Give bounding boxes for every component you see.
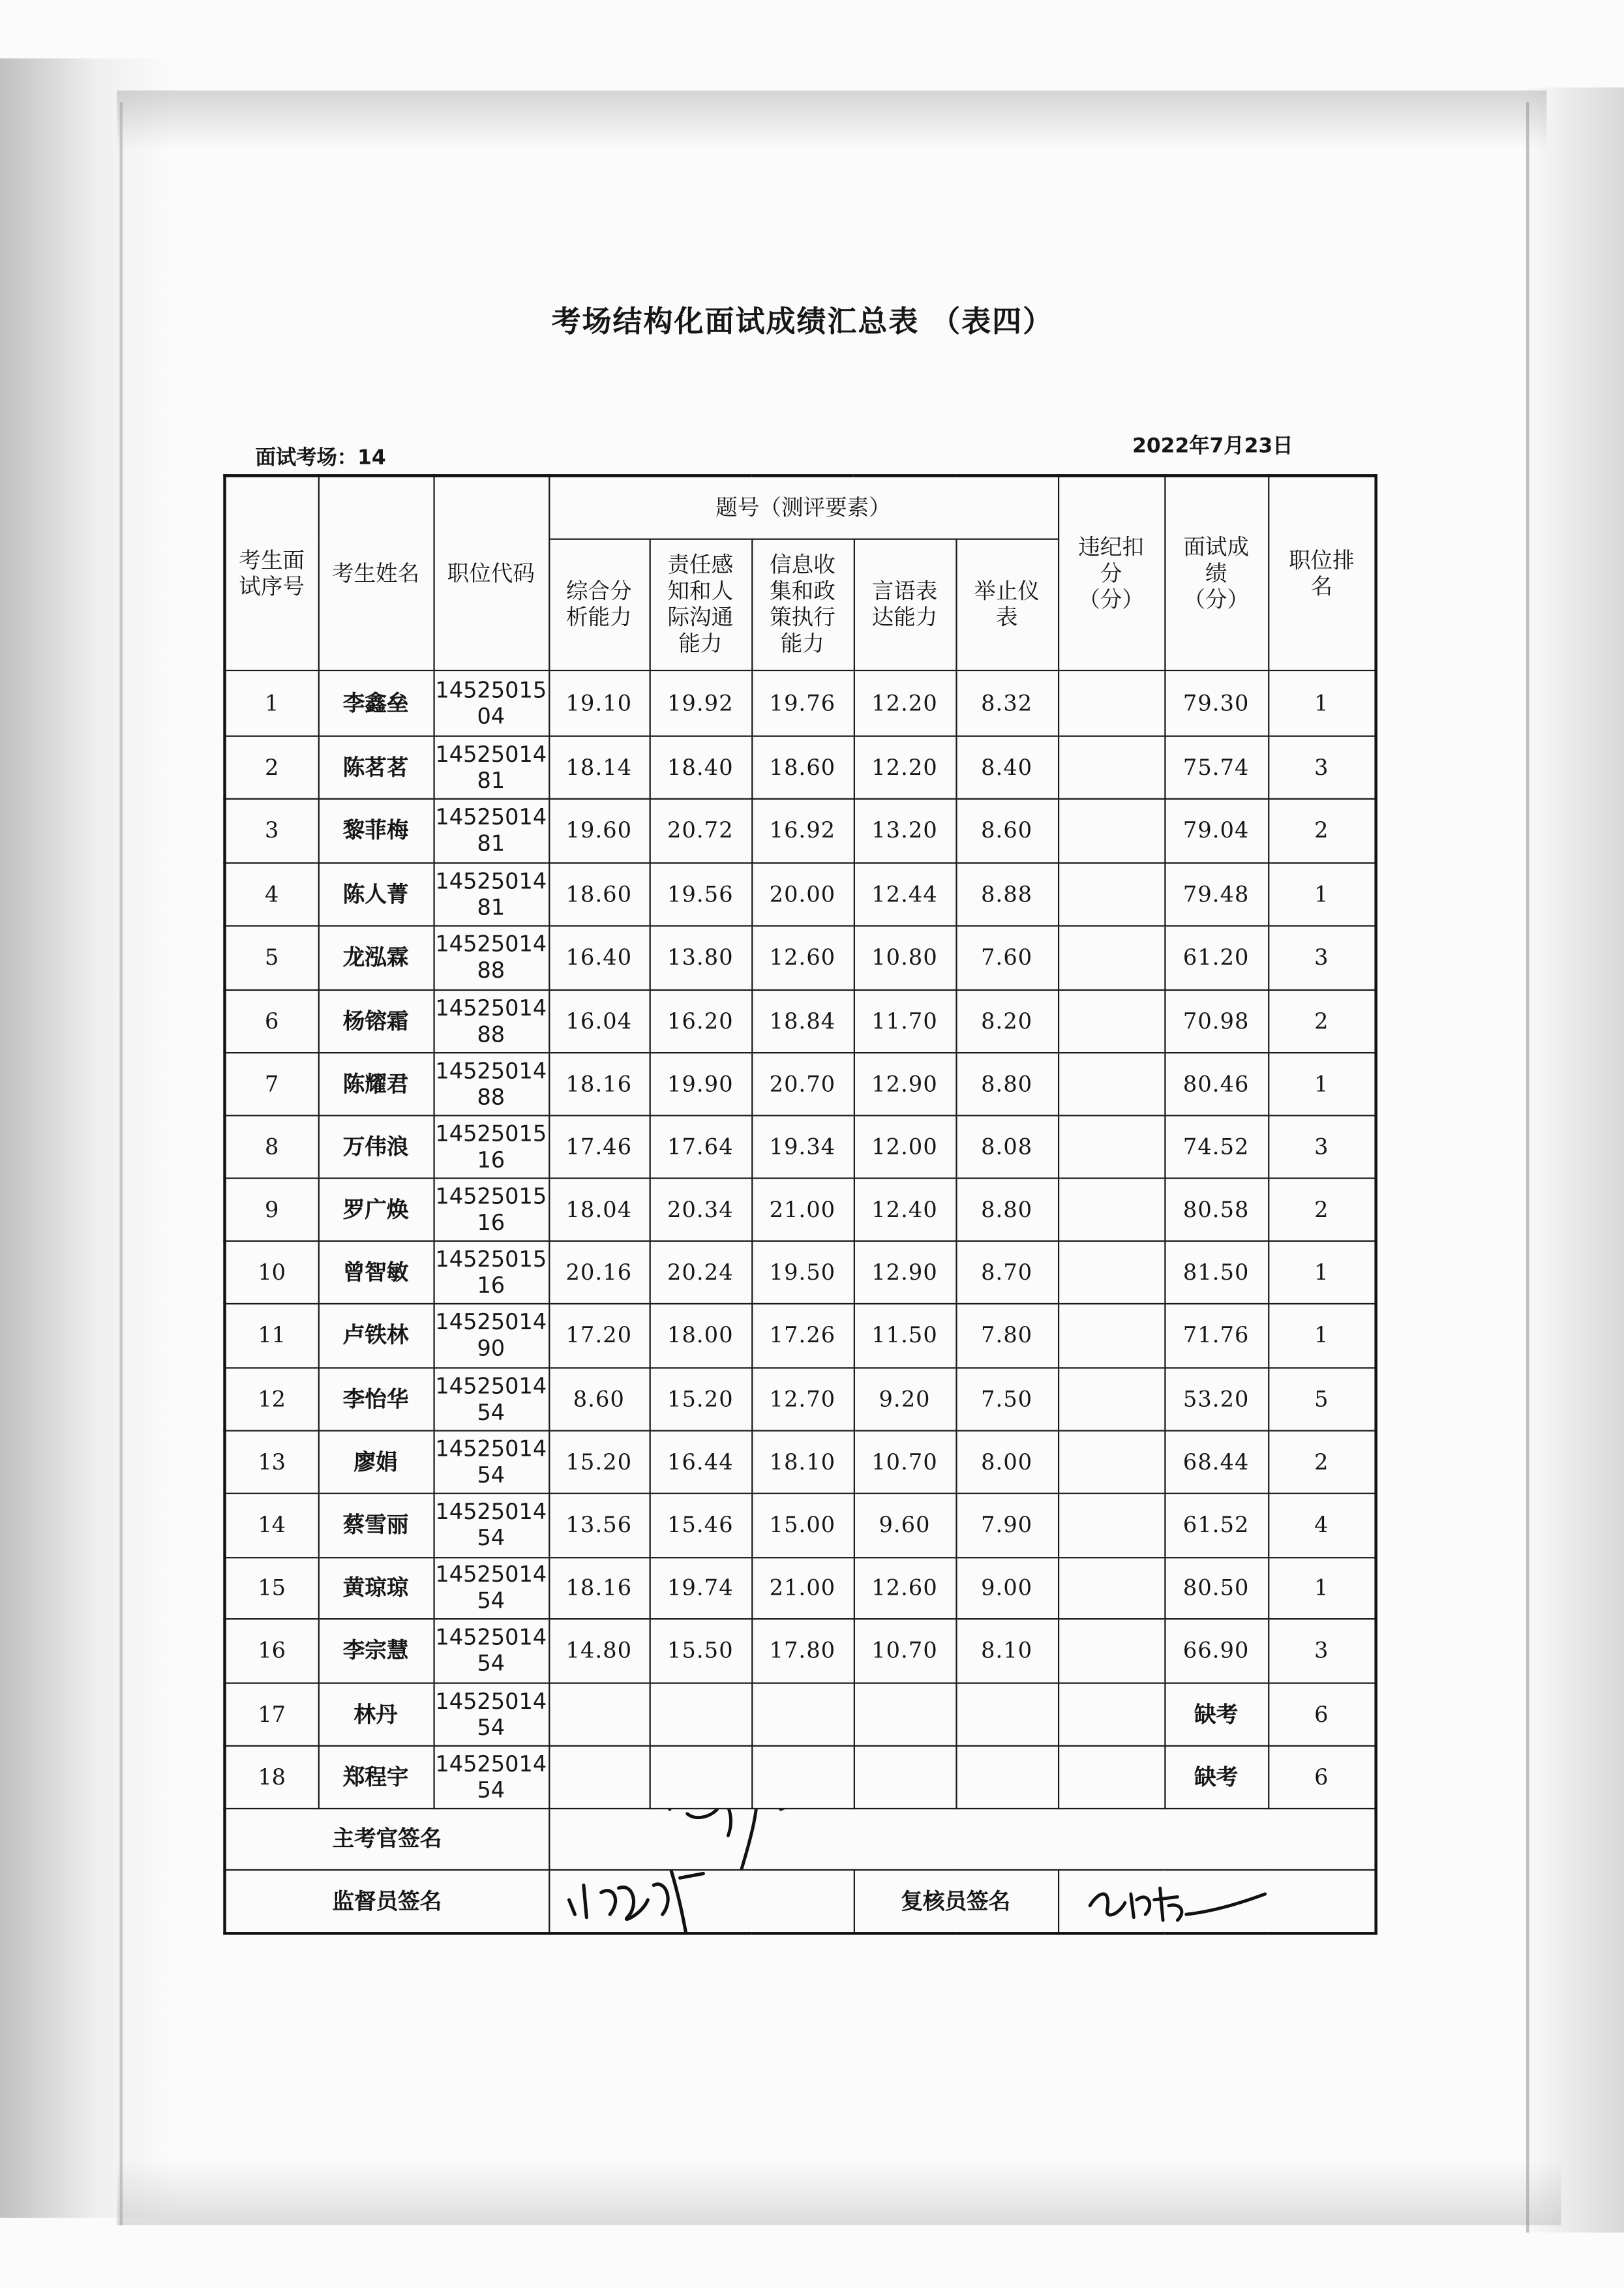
cell-c5: 8.60 — [955, 798, 1058, 862]
cell-c4: 9.60 — [854, 1493, 956, 1557]
cell-c2: 19.74 — [650, 1557, 752, 1618]
cell-rank: 1 — [1268, 1052, 1376, 1115]
cell-position-code-part: 14525015 — [435, 1182, 547, 1209]
cell-seq: 3 — [225, 798, 318, 862]
cell-position-code-part: 81 — [477, 766, 505, 793]
cell-name: 李怡华 — [318, 1367, 434, 1430]
cell-score: 缺考 — [1164, 1745, 1268, 1808]
cell-c2: 20.24 — [650, 1241, 752, 1303]
cell-c1: 14.80 — [549, 1618, 649, 1682]
cell-rank: 2 — [1268, 1177, 1376, 1240]
cell-c2: 19.56 — [650, 862, 752, 925]
table-row — [225, 989, 1376, 1052]
chief-examiner-label: 主考官签名 — [225, 1808, 549, 1869]
cell-position-code — [433, 1493, 549, 1557]
cell-c2: 20.72 — [650, 798, 752, 862]
cell-position-code-part: 54 — [477, 1650, 505, 1677]
cell-c1: 18.16 — [549, 1052, 649, 1115]
cell-position-code — [433, 1303, 549, 1367]
supervisor-label: 监督员签名 — [225, 1869, 549, 1933]
table-row — [225, 1367, 1376, 1430]
reviewer-label: 复核员签名 — [854, 1869, 1058, 1933]
cell-seq: 2 — [225, 736, 318, 798]
cell-name: 李宗慧 — [318, 1618, 434, 1682]
cell-c3: 20.00 — [751, 862, 854, 925]
cell-c1: 17.46 — [549, 1115, 649, 1177]
cell-c5: 8.08 — [955, 1115, 1058, 1177]
cell-name: 万伟浪 — [318, 1115, 434, 1177]
cell-rank: 5 — [1268, 1367, 1376, 1430]
cell-c3: 19.76 — [751, 670, 854, 736]
cell-c4: 12.20 — [854, 736, 956, 798]
cell-c4: 12.40 — [854, 1177, 956, 1240]
cell-c5: 7.60 — [955, 925, 1058, 989]
cell-c4: 12.90 — [854, 1241, 956, 1303]
cell-position-code-part: 16 — [477, 1209, 505, 1235]
cell-c3: 19.50 — [751, 1241, 854, 1303]
cell-c1: 20.16 — [549, 1241, 649, 1303]
cell-position-code-part: 16 — [477, 1146, 505, 1173]
header-c3: 信息收 集和政 策执行 能力 — [751, 539, 854, 670]
table-row — [225, 736, 1376, 798]
cell-position-code-part: 14525015 — [435, 1245, 547, 1272]
table-row — [225, 1303, 1376, 1367]
cell-position-code-part: 54 — [477, 1713, 505, 1740]
cell-name: 廖娟 — [318, 1430, 434, 1492]
scan-shadow-left — [0, 58, 175, 2218]
cell-position-code-part: 14525014 — [435, 931, 547, 957]
cell-rank: 6 — [1268, 1682, 1376, 1745]
cell-rank: 1 — [1268, 670, 1376, 736]
cell-c4: 10.70 — [854, 1430, 956, 1492]
cell-score: 66.90 — [1164, 1618, 1268, 1682]
cell-name: 龙泓霖 — [318, 925, 434, 989]
table-row — [225, 1618, 1376, 1682]
cell-c1: 18.16 — [549, 1557, 649, 1618]
cell-position-code-part: 14525014 — [435, 1750, 547, 1777]
cell-position-code — [433, 1052, 549, 1115]
cell-c2 — [650, 1745, 752, 1808]
header-c5: 举止仪 表 — [955, 539, 1058, 670]
cell-violation — [1058, 1115, 1164, 1177]
cell-seq: 11 — [225, 1303, 318, 1367]
chief-signature-image — [654, 1808, 829, 1869]
cell-rank: 1 — [1268, 1241, 1376, 1303]
cell-violation — [1058, 925, 1164, 989]
cell-violation — [1058, 989, 1164, 1052]
cell-position-code-part: 14525015 — [435, 1120, 547, 1147]
cell-score: 81.50 — [1164, 1241, 1268, 1303]
cell-rank: 2 — [1268, 798, 1376, 862]
cell-c4: 13.20 — [854, 798, 956, 862]
cell-c1: 16.04 — [549, 989, 649, 1052]
cell-c2: 16.20 — [650, 989, 752, 1052]
table-row — [225, 862, 1376, 925]
cell-name: 陈耀君 — [318, 1052, 434, 1115]
cell-c3 — [751, 1682, 854, 1745]
cell-name: 杨镕霜 — [318, 989, 434, 1052]
cell-position-code — [433, 925, 549, 989]
cell-c5: 8.00 — [955, 1430, 1058, 1492]
cell-rank: 3 — [1268, 1115, 1376, 1177]
scan-shadow-right — [1522, 87, 1624, 2233]
cell-position-code-part: 14525014 — [435, 740, 547, 767]
cell-position-code-part: 14525014 — [435, 867, 547, 894]
cell-name: 黎菲梅 — [318, 798, 434, 862]
cell-c5: 8.40 — [955, 736, 1058, 798]
cell-seq: 16 — [225, 1618, 318, 1682]
scan-shadow-bottom — [117, 2160, 1561, 2225]
cell-position-code-part: 54 — [477, 1776, 505, 1803]
cell-score: 79.04 — [1164, 798, 1268, 862]
cell-position-code-part: 54 — [477, 1588, 505, 1614]
cell-rank: 4 — [1268, 1493, 1376, 1557]
cell-rank: 1 — [1268, 1557, 1376, 1618]
cell-c2: 16.44 — [650, 1430, 752, 1492]
header-c1: 综合分 析能力 — [549, 539, 649, 670]
table-row — [225, 1745, 1376, 1808]
cell-c5: 8.70 — [955, 1241, 1058, 1303]
cell-c4: 12.44 — [854, 862, 956, 925]
cell-violation — [1058, 1493, 1164, 1557]
cell-violation — [1058, 1177, 1164, 1240]
supervisor-signature — [549, 1869, 854, 1933]
cell-c1: 19.60 — [549, 798, 649, 862]
table-row — [225, 1493, 1376, 1557]
reviewer-signature — [1058, 1869, 1376, 1933]
cell-c3: 21.00 — [751, 1557, 854, 1618]
cell-c5: 8.88 — [955, 862, 1058, 925]
table-row — [225, 1052, 1376, 1115]
cell-c3: 16.92 — [751, 798, 854, 862]
cell-c1: 19.10 — [549, 670, 649, 736]
cell-name: 陈人菁 — [318, 862, 434, 925]
cell-seq: 12 — [225, 1367, 318, 1430]
cell-position-code-part: 90 — [477, 1335, 505, 1362]
cell-rank: 6 — [1268, 1745, 1376, 1808]
cell-score: 74.52 — [1164, 1115, 1268, 1177]
header-score: 面试成 绩 （分） — [1164, 475, 1268, 670]
cell-c5: 7.50 — [955, 1367, 1058, 1430]
cell-c1: 15.20 — [549, 1430, 649, 1492]
cell-c3: 12.60 — [751, 925, 854, 989]
cell-rank: 1 — [1268, 862, 1376, 925]
cell-violation — [1058, 1557, 1164, 1618]
cell-c5: 7.90 — [955, 1493, 1058, 1557]
cell-name: 林丹 — [318, 1682, 434, 1745]
cell-c1: 8.60 — [549, 1367, 649, 1430]
cell-violation — [1058, 1367, 1164, 1430]
cell-rank: 2 — [1268, 1430, 1376, 1492]
cell-c2: 20.34 — [650, 1177, 752, 1240]
cell-c5: 8.32 — [955, 670, 1058, 736]
cell-seq: 13 — [225, 1430, 318, 1492]
table-row — [225, 670, 1376, 736]
cell-position-code-part: 14525014 — [435, 1435, 547, 1462]
cell-c4 — [854, 1745, 956, 1808]
cell-c5: 8.80 — [955, 1177, 1058, 1240]
cell-position-code-part: 14525014 — [435, 1057, 547, 1084]
exam-date: 2022年7月23日 — [1132, 434, 1293, 459]
header-c2: 责任感 知和人 际沟通 能力 — [650, 539, 752, 670]
cell-c1 — [549, 1745, 649, 1808]
table-row — [225, 798, 1376, 862]
cell-c2: 18.40 — [650, 736, 752, 798]
cell-position-code — [433, 862, 549, 925]
cell-position-code-part: 54 — [477, 1398, 505, 1425]
cell-score: 缺考 — [1164, 1682, 1268, 1745]
cell-position-code — [433, 1557, 549, 1618]
cell-seq: 14 — [225, 1493, 318, 1557]
cell-position-code-part: 81 — [477, 830, 505, 857]
cell-position-code — [433, 1682, 549, 1745]
header-rank: 职位排 名 — [1268, 475, 1376, 670]
cell-position-code — [433, 1430, 549, 1492]
cell-c4: 10.70 — [854, 1618, 956, 1682]
cell-c3: 21.00 — [751, 1177, 854, 1240]
cell-rank: 2 — [1268, 989, 1376, 1052]
cell-name: 黄琼琼 — [318, 1557, 434, 1618]
cell-position-code-part: 14525014 — [435, 1561, 547, 1588]
cell-position-code — [433, 1367, 549, 1430]
cell-c1 — [549, 1682, 649, 1745]
cell-c3: 18.60 — [751, 736, 854, 798]
cell-violation — [1058, 1745, 1164, 1808]
supervisor-signature-image — [556, 1869, 746, 1933]
cell-c1: 13.56 — [549, 1493, 649, 1557]
cell-c5 — [955, 1682, 1058, 1745]
cell-seq: 4 — [225, 862, 318, 925]
cell-position-code — [433, 989, 549, 1052]
cell-violation — [1058, 1241, 1164, 1303]
cell-c2: 19.90 — [650, 1052, 752, 1115]
cell-c3: 17.80 — [751, 1618, 854, 1682]
cell-c4: 11.70 — [854, 989, 956, 1052]
cell-seq: 10 — [225, 1241, 318, 1303]
cell-c4 — [854, 1682, 956, 1745]
cell-c3: 20.70 — [751, 1052, 854, 1115]
cell-score: 79.48 — [1164, 862, 1268, 925]
cell-score: 61.52 — [1164, 1493, 1268, 1557]
table-row — [225, 1682, 1376, 1745]
cell-position-code-part: 14525014 — [435, 1498, 547, 1525]
header-seq: 考生面 试序号 — [225, 475, 318, 670]
cell-position-code — [433, 1241, 549, 1303]
cell-c4: 11.50 — [854, 1303, 956, 1367]
cell-c3: 19.34 — [751, 1115, 854, 1177]
cell-c5: 7.80 — [955, 1303, 1058, 1367]
cell-rank: 1 — [1268, 1303, 1376, 1367]
cell-violation — [1058, 1430, 1164, 1492]
cell-seq: 7 — [225, 1052, 318, 1115]
cell-position-code-part: 16 — [477, 1271, 505, 1298]
cell-position-code — [433, 1745, 549, 1808]
table-row — [225, 1430, 1376, 1492]
cell-name: 卢铁林 — [318, 1303, 434, 1367]
reviewer-signature-image — [1081, 1873, 1271, 1931]
cell-c4: 10.80 — [854, 925, 956, 989]
score-table — [223, 474, 1377, 1934]
table-row — [225, 1241, 1376, 1303]
cell-c3: 18.84 — [751, 989, 854, 1052]
cell-c4: 12.90 — [854, 1052, 956, 1115]
cell-position-code — [433, 736, 549, 798]
cell-c5: 8.20 — [955, 989, 1058, 1052]
cell-c5: 9.00 — [955, 1557, 1058, 1618]
header-question-group: 题号（测评要素） — [549, 475, 1058, 538]
header-row-1 — [225, 475, 1376, 538]
cell-c2: 15.50 — [650, 1618, 752, 1682]
cell-position-code-part: 88 — [477, 1083, 505, 1110]
cell-name: 蔡雪丽 — [318, 1493, 434, 1557]
cell-c3: 15.00 — [751, 1493, 854, 1557]
cell-score: 53.20 — [1164, 1367, 1268, 1430]
cell-seq: 18 — [225, 1745, 318, 1808]
cell-c5: 8.10 — [955, 1618, 1058, 1682]
table-row — [225, 925, 1376, 989]
cell-score: 70.98 — [1164, 989, 1268, 1052]
cell-seq: 6 — [225, 989, 318, 1052]
cell-position-code-part: 14525014 — [435, 1624, 547, 1651]
cell-score: 80.50 — [1164, 1557, 1268, 1618]
cell-score: 80.46 — [1164, 1052, 1268, 1115]
cell-violation — [1058, 862, 1164, 925]
cell-score: 79.30 — [1164, 670, 1268, 736]
cell-c5: 8.80 — [955, 1052, 1058, 1115]
cell-c2: 13.80 — [650, 925, 752, 989]
cell-score: 61.20 — [1164, 925, 1268, 989]
cell-name: 陈茗茗 — [318, 736, 434, 798]
header-code: 职位代码 — [433, 475, 549, 670]
cell-position-code-part: 88 — [477, 1020, 505, 1047]
cell-position-code — [433, 1618, 549, 1682]
cell-seq: 17 — [225, 1682, 318, 1745]
cell-c3: 18.10 — [751, 1430, 854, 1492]
signature-row-chief — [225, 1808, 1376, 1869]
cell-position-code-part: 04 — [477, 702, 505, 729]
cell-c2 — [650, 1682, 752, 1745]
cell-seq: 1 — [225, 670, 318, 736]
cell-c2: 18.00 — [650, 1303, 752, 1367]
cell-c4: 9.20 — [854, 1367, 956, 1430]
cell-c1: 17.20 — [549, 1303, 649, 1367]
cell-violation — [1058, 1052, 1164, 1115]
chief-examiner-signature — [549, 1808, 1376, 1869]
cell-name: 罗广焕 — [318, 1177, 434, 1240]
cell-position-code-part: 14525014 — [435, 1308, 547, 1336]
cell-position-code — [433, 670, 549, 736]
paper-edge-right — [1526, 102, 1529, 2233]
cell-position-code-part: 14525014 — [435, 1372, 547, 1399]
cell-violation — [1058, 1682, 1164, 1745]
cell-score: 71.76 — [1164, 1303, 1268, 1367]
cell-violation — [1058, 1618, 1164, 1682]
cell-position-code-part: 81 — [477, 894, 505, 920]
cell-c2: 15.46 — [650, 1493, 752, 1557]
cell-c2: 17.64 — [650, 1115, 752, 1177]
cell-violation — [1058, 798, 1164, 862]
table-row — [225, 1115, 1376, 1177]
cell-position-code-part: 14525014 — [435, 1687, 547, 1714]
cell-position-code-part: 54 — [477, 1461, 505, 1488]
signature-row-supervisor — [225, 1869, 1376, 1933]
cell-name: 郑程宇 — [318, 1745, 434, 1808]
header-c4: 言语表 达能力 — [854, 539, 956, 670]
cell-c2: 15.20 — [650, 1367, 752, 1430]
cell-c2: 19.92 — [650, 670, 752, 736]
cell-position-code — [433, 1177, 549, 1240]
exam-venue: 面试考场：14 — [255, 446, 386, 470]
cell-score: 68.44 — [1164, 1430, 1268, 1492]
cell-seq: 15 — [225, 1557, 318, 1618]
cell-c4: 12.00 — [854, 1115, 956, 1177]
cell-violation — [1058, 1303, 1164, 1367]
cell-seq: 9 — [225, 1177, 318, 1240]
cell-name: 曾智敏 — [318, 1241, 434, 1303]
table-row — [225, 1177, 1376, 1240]
cell-position-code-part: 88 — [477, 957, 505, 984]
cell-name: 李鑫垒 — [318, 670, 434, 736]
paper-edge-left — [119, 102, 122, 2225]
header-name: 考生姓名 — [318, 475, 434, 670]
cell-score: 80.58 — [1164, 1177, 1268, 1240]
cell-violation — [1058, 736, 1164, 798]
cell-c3: 17.26 — [751, 1303, 854, 1367]
header-violation: 违纪扣 分 （分） — [1058, 475, 1164, 670]
cell-c3 — [751, 1745, 854, 1808]
cell-score: 75.74 — [1164, 736, 1268, 798]
cell-c1: 18.14 — [549, 736, 649, 798]
cell-rank: 3 — [1268, 1618, 1376, 1682]
cell-c4: 12.60 — [854, 1557, 956, 1618]
document-title: 考场结构化面试成绩汇总表 （表四） — [551, 303, 1054, 339]
cell-position-code-part: 14525014 — [435, 994, 547, 1021]
cell-c3: 12.70 — [751, 1367, 854, 1430]
cell-c1: 18.60 — [549, 862, 649, 925]
cell-rank: 3 — [1268, 925, 1376, 989]
cell-position-code — [433, 1115, 549, 1177]
scan-shadow-top — [117, 91, 1546, 149]
cell-seq: 8 — [225, 1115, 318, 1177]
cell-position-code-part: 14525014 — [435, 804, 547, 830]
cell-c1: 16.40 — [549, 925, 649, 989]
cell-c4: 12.20 — [854, 670, 956, 736]
cell-c5 — [955, 1745, 1058, 1808]
cell-c1: 18.04 — [549, 1177, 649, 1240]
table-row — [225, 1557, 1376, 1618]
cell-rank: 3 — [1268, 736, 1376, 798]
cell-position-code — [433, 798, 549, 862]
cell-seq: 5 — [225, 925, 318, 989]
cell-position-code-part: 14525015 — [435, 676, 547, 703]
cell-violation — [1058, 670, 1164, 736]
cell-position-code-part: 54 — [477, 1524, 505, 1552]
